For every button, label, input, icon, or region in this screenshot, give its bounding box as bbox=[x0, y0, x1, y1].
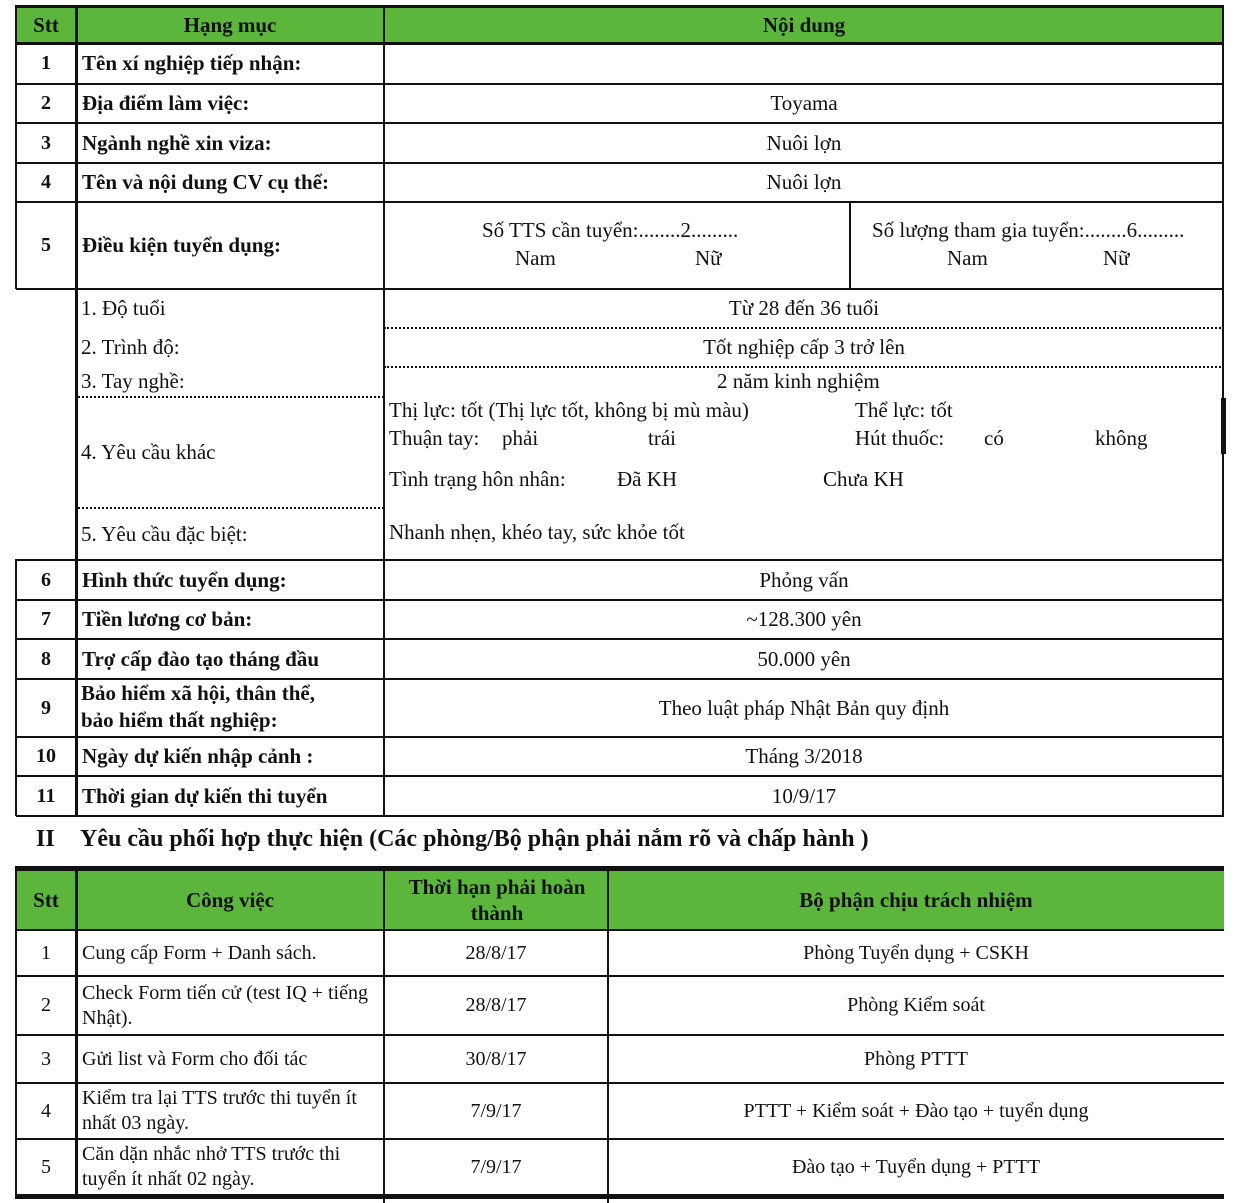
task-stt: 1 bbox=[41, 941, 51, 964]
section-number: II bbox=[36, 826, 55, 852]
handedness-label: Thuận tay: bbox=[389, 426, 480, 450]
education-value: Tốt nghiệp cấp 3 trở lên bbox=[703, 335, 905, 359]
task-stt: 5 bbox=[41, 1155, 51, 1178]
age-label: 1. Độ tuổi bbox=[81, 296, 166, 320]
section-title: Yêu cầu phối hợp thực hiện (Các phòng/Bộ phận phải nắm rõ và chấp hành ) bbox=[80, 826, 869, 852]
row-value: 10/9/17 bbox=[771, 783, 837, 808]
header-stt: Stt bbox=[33, 12, 59, 37]
row-label: Địa điểm làm việc: bbox=[82, 90, 250, 115]
marital-label: Tình trạng hôn nhân: bbox=[389, 467, 566, 491]
row-value bbox=[385, 44, 1223, 83]
task-description: Check Form tiến cử (test IQ + tiếng Nhật). bbox=[82, 981, 368, 1029]
row-label: Trợ cấp đào tạo tháng đầu bbox=[82, 646, 320, 671]
age-value: Từ 28 đến 36 tuổi bbox=[728, 296, 880, 320]
row-stt: 8 bbox=[41, 647, 51, 670]
smoking-yes-option: có bbox=[984, 426, 1004, 450]
row-value: Theo luật pháp Nhật Bản quy định bbox=[658, 695, 950, 720]
row-stt: 10 bbox=[36, 745, 56, 767]
task-description: Kiểm tra lại TTS trước thi tuyển ít nhất 03 ngày. bbox=[82, 1087, 357, 1134]
trainees-needed: Số TTS cần tuyển:........2......... bbox=[482, 218, 739, 242]
task-deadline: 30/8/17 bbox=[465, 1047, 527, 1070]
row-stt: 5 bbox=[41, 234, 51, 256]
row-value: ~128.300 yên bbox=[746, 607, 862, 631]
row-label-line2: bảo hiểm thất nghiệp: bbox=[81, 708, 278, 732]
task-deadline: 28/8/17 bbox=[465, 994, 527, 1016]
row-label: Điều kiện tuyển dụng: bbox=[82, 233, 281, 257]
skill-label: 3. Tay nghề: bbox=[81, 369, 185, 393]
other-requirements-label: 4. Yêu cầu khác bbox=[81, 440, 216, 464]
task-stt: 2 bbox=[41, 994, 51, 1016]
task-description: Căn dặn nhắc nhở TTS trước thi tuyển ít nhất 02 ngày. bbox=[82, 1143, 341, 1190]
smoking-label: Hút thuốc: bbox=[855, 426, 945, 450]
row-label: Thời gian dự kiến thi tuyển bbox=[82, 783, 328, 808]
smoking-no-option: không bbox=[1095, 426, 1148, 450]
task-stt: 3 bbox=[41, 1047, 51, 1070]
task-department: Phòng Tuyển dụng + CSKH bbox=[803, 941, 1029, 964]
task-description: Gửi list và Form cho đối tác bbox=[82, 1047, 308, 1070]
participants-male: Nam bbox=[947, 246, 988, 270]
header-deadline: Thời hạn phải hoàn thành bbox=[408, 874, 586, 925]
row-label: Tên và nội dung CV cụ thể: bbox=[82, 169, 329, 194]
eyesight-text: Thị lực: tốt (Thị lực tốt, không bị mù màu) bbox=[389, 398, 749, 422]
single-option: Chưa KH bbox=[823, 467, 904, 491]
participants-count: Số lượng tham gia tuyển:........6......... bbox=[872, 218, 1185, 242]
fitness-text: Thể lực: tốt bbox=[855, 398, 953, 422]
row-stt: 2 bbox=[41, 91, 51, 114]
row-label: Ngày dự kiến nhập cảnh : bbox=[82, 744, 314, 768]
header-stt: Stt bbox=[33, 887, 59, 912]
row-label: Hình thức tuyển dụng: bbox=[82, 567, 287, 592]
row-value: 50.000 yên bbox=[757, 646, 851, 671]
row-label-line1: Bảo hiểm xã hội, thân thể, bbox=[81, 681, 315, 705]
task-stt: 4 bbox=[41, 1099, 51, 1122]
row-value: Phỏng vấn bbox=[759, 567, 849, 592]
married-option: Đã KH bbox=[617, 467, 678, 491]
education-label: 2. Trình độ: bbox=[81, 335, 180, 359]
row-value: Toyama bbox=[770, 90, 838, 115]
participants-female: Nữ bbox=[1103, 246, 1130, 270]
row-stt: 3 bbox=[41, 131, 51, 154]
task-description: Cung cấp Form + Danh sách. bbox=[82, 941, 317, 964]
right-hand-option: phải bbox=[502, 426, 539, 450]
header-category: Hạng mục bbox=[183, 12, 277, 37]
trainees-needed-male: Nam bbox=[515, 246, 556, 270]
task-deadline: 28/8/17 bbox=[465, 941, 527, 964]
task-department: Đào tạo + Tuyển dụng + PTTT bbox=[791, 1155, 1041, 1178]
special-requirements-label: 5. Yêu cầu đặc biệt: bbox=[81, 522, 248, 546]
task-department: Phòng Kiểm soát bbox=[847, 994, 985, 1016]
header-content: Nội dung bbox=[762, 12, 846, 37]
task-deadline: 7/9/17 bbox=[470, 1155, 522, 1178]
row-stt: 7 bbox=[41, 608, 51, 630]
row-stt: 11 bbox=[36, 784, 56, 807]
row-stt: 6 bbox=[41, 568, 51, 591]
skill-value: 2 năm kinh nghiệm bbox=[717, 369, 880, 393]
row-label: Tên xí nghiệp tiếp nhận: bbox=[82, 51, 302, 75]
task-department: PTTT + Kiểm soát + Đào tạo + tuyển dụng bbox=[743, 1099, 1089, 1122]
task-department: Phòng PTTT bbox=[864, 1047, 968, 1070]
row-label: Ngành nghề xin viza: bbox=[82, 130, 272, 155]
row-stt: 9 bbox=[41, 696, 51, 719]
left-hand-option: trái bbox=[648, 426, 676, 450]
row-value: Nuôi lợn bbox=[766, 130, 842, 155]
row-value: Nuôi lợn bbox=[766, 169, 842, 194]
task-deadline: 7/9/17 bbox=[470, 1099, 522, 1122]
row-label: Tiền lương cơ bản: bbox=[82, 607, 253, 631]
special-requirements-value: Nhanh nhẹn, khéo tay, sức khỏe tốt bbox=[389, 520, 685, 544]
row-value: Tháng 3/2018 bbox=[745, 744, 863, 768]
header-task: Công việc bbox=[185, 887, 275, 912]
trainees-needed-female: Nữ bbox=[695, 246, 722, 270]
row-stt: 1 bbox=[41, 52, 51, 74]
row-stt: 4 bbox=[41, 170, 51, 193]
header-department: Bộ phận chịu trách nhiệm bbox=[799, 887, 1033, 912]
